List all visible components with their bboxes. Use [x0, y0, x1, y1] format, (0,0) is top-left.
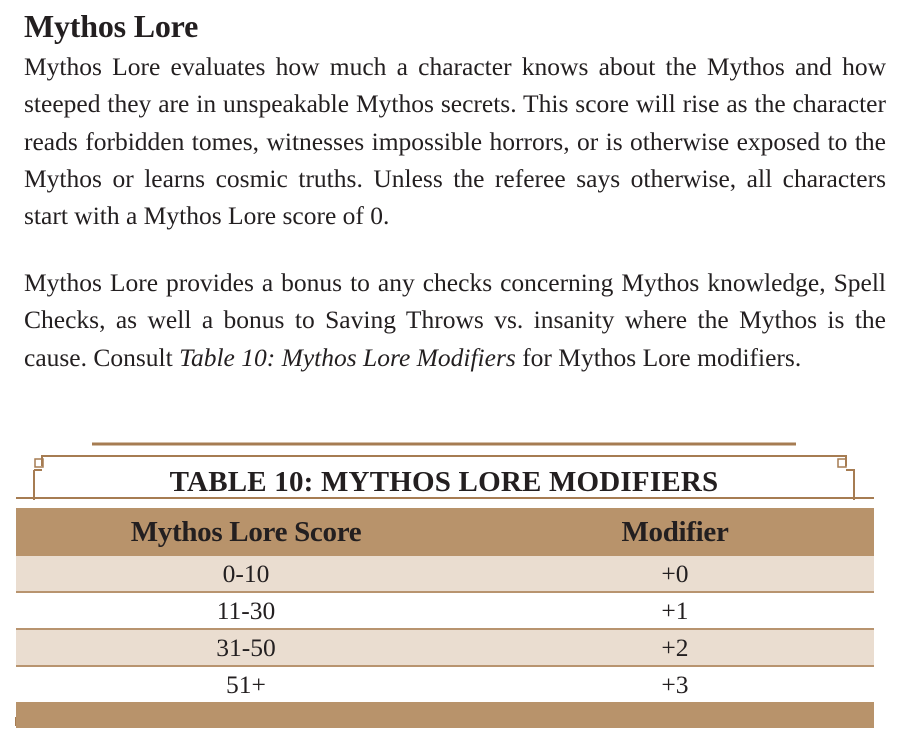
modifiers-table [16, 508, 874, 704]
paragraph-2-text-a: Mythos Lore provides a bonus to any checks concerning Mythos knowledge, Spell Checks, as well a bonus to Saving Throws vs. insanity where the Mythos is the cause. Consult [24, 268, 886, 372]
paragraph-1: Mythos Lore evaluates how much a character knows about the Mythos and how steeped they are in unspeakable Mythos secrets. This score will rise as the character reads forbidden tomes, witnesses impossible horrors, or is otherwise exposed to the Mythos or learns cosmic truths. Unless the referee says otherwise, all characters start with a Mythos Lore score of 0. [24, 52, 886, 231]
table-row [16, 630, 874, 667]
table-row [16, 593, 874, 630]
cell-score: 11-30 [216, 595, 276, 625]
cell-modifier: +3 [661, 669, 689, 699]
cell-score: 31-50 [216, 632, 276, 662]
table-bottom-bar [16, 702, 874, 728]
cell-score: 0-10 [222, 558, 270, 588]
cell-modifier: +0 [661, 558, 689, 588]
header-modifier: Modifier [621, 515, 729, 548]
table-reference: Table 10: Mythos Lore Modifiers [179, 342, 516, 372]
table-title: TABLE 10: MYTHOS LORE MODIFIERS [169, 466, 719, 498]
table-header-row [16, 508, 874, 556]
section-title: Mythos Lore [24, 8, 199, 44]
cell-modifier: +2 [661, 632, 689, 662]
table-row [16, 556, 874, 593]
paragraph-2-text-b: for Mythos Lore modifiers. [515, 342, 802, 372]
cell-score: 51+ [226, 669, 266, 699]
header-score: Mythos Lore Score [130, 515, 362, 548]
table-row [16, 667, 874, 704]
cell-modifier: +1 [661, 595, 689, 625]
